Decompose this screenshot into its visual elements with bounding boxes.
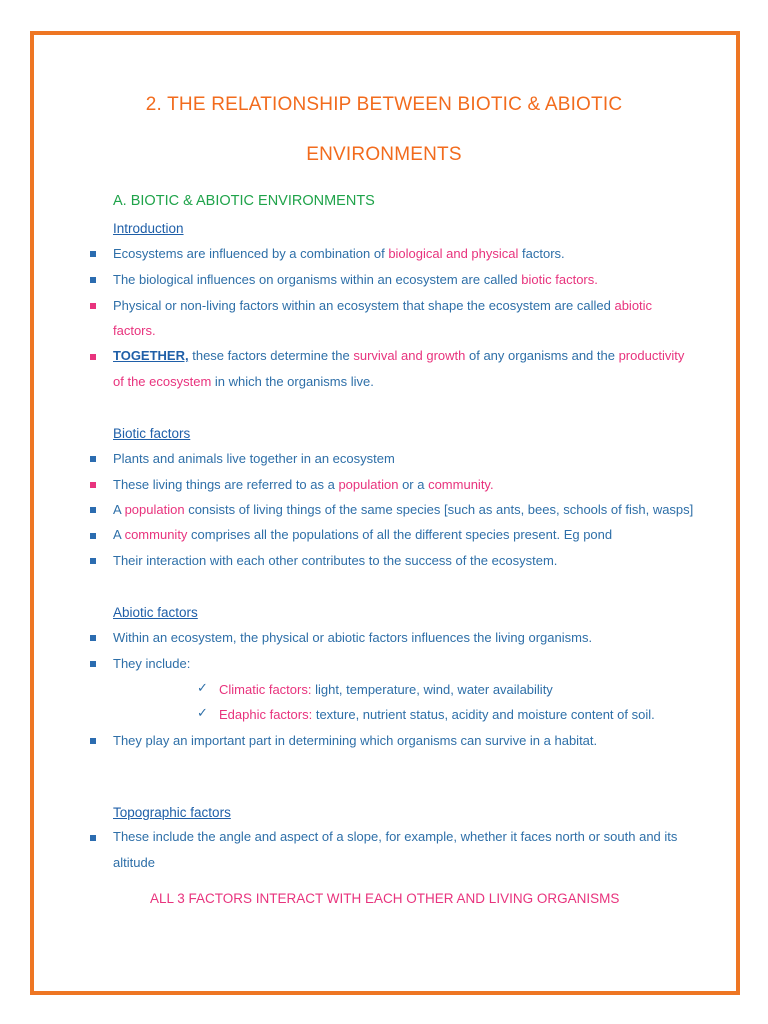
biotic-heading: Biotic factors [113, 426, 191, 441]
page-title-line1: 2. THE RELATIONSHIP BETWEEN BIOTIC & ABIOTIC [145, 94, 623, 115]
abiotic-bullet-1: Within an ecosystem, the physical or abiotic factors influences the living organisms. [113, 630, 593, 645]
intro-heading: Introduction [113, 221, 184, 236]
topographic-heading: Topographic factors [113, 805, 231, 820]
bullet-icon [90, 835, 96, 841]
biotic-bullet-4: A community comprises all the populations of all the different species present. Eg pond [113, 527, 613, 542]
intro-bullet-3: Physical or non-living factors within an ecosystem that shape the ecosystem are called abiotic [113, 298, 653, 313]
bullet-icon [90, 303, 96, 309]
checkmark-icon: ✓ [197, 705, 208, 720]
bullet-icon [90, 251, 96, 257]
abiotic-edaphic: Edaphic factors: texture, nutrient status, acidity and moisture content of soil. [219, 707, 655, 722]
abiotic-bullet-2: They include: [113, 656, 191, 671]
topographic-bullet-1-cont: altitude [113, 855, 155, 870]
abiotic-climatic: Climatic factors: light, temperature, wind, water availability [219, 682, 553, 697]
section-heading: A. BIOTIC & ABIOTIC ENVIRONMENTS [113, 193, 375, 209]
abiotic-heading: Abiotic factors [113, 605, 198, 620]
biotic-bullet-2: These living things are referred to as a population or a community. [113, 477, 494, 492]
bullet-icon [90, 533, 96, 539]
bullet-icon [90, 277, 96, 283]
intro-bullet-3-cont: factors. [113, 323, 156, 338]
abiotic-bullet-3: They play an important part in determining which organisms can survive in a habitat. [113, 733, 598, 748]
biotic-bullet-3: A population consists of living things of the same species [such as ants, bees, schools of fish, wasps] [113, 502, 694, 517]
conclusion-text: ALL 3 FACTORS INTERACT WITH EACH OTHER AND LIVING ORGANISMS [150, 891, 620, 906]
bullet-icon [90, 635, 96, 641]
bullet-icon [90, 354, 96, 360]
intro-bullet-2: The biological influences on organisms within an ecosystem are called biotic factors. [113, 272, 598, 287]
biotic-bullet-5: Their interaction with each other contributes to the success of the ecosystem. [113, 553, 558, 568]
biotic-bullet-1: Plants and animals live together in an ecosystem [113, 451, 395, 466]
topographic-bullet-1: These include the angle and aspect of a slope, for example, whether it faces north or south and its [113, 829, 678, 844]
bullet-icon [90, 482, 96, 488]
intro-bullet-4-cont: of the ecosystem in which the organisms live. [113, 374, 374, 389]
bullet-icon [90, 558, 96, 564]
bullet-icon [90, 507, 96, 513]
intro-bullet-4: TOGETHER, these factors determine the survival and growth of any organisms and the productivity [113, 348, 685, 363]
bullet-icon [90, 738, 96, 744]
checkmark-icon: ✓ [197, 680, 208, 695]
intro-bullet-1: Ecosystems are influenced by a combination of biological and physical factors. [113, 246, 565, 261]
bullet-icon [90, 661, 96, 667]
bullet-icon [90, 456, 96, 462]
page-title-line2: ENVIRONMENTS [306, 144, 462, 165]
